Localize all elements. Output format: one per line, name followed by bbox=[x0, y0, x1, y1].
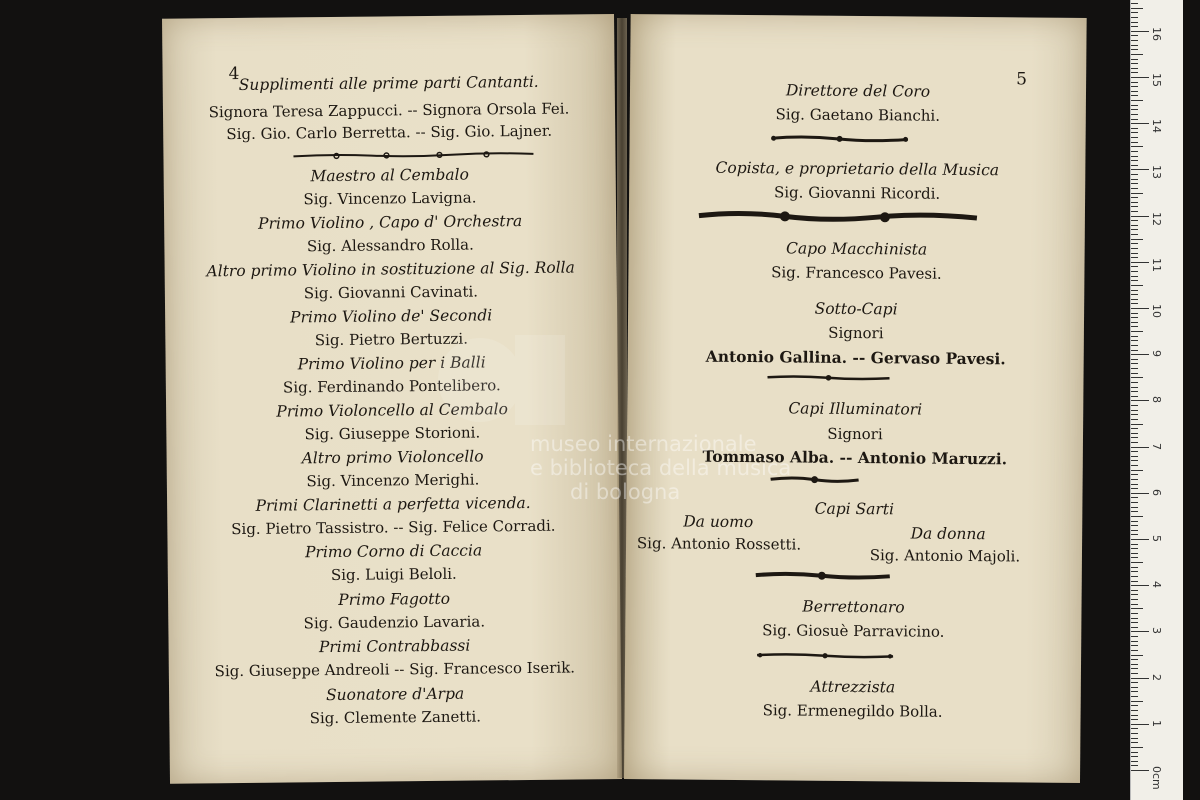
ruler-tick bbox=[1131, 105, 1138, 106]
line: Primo Violoncello al Cembalo bbox=[276, 400, 508, 421]
ruler-tick bbox=[1131, 419, 1138, 420]
ruler-tick bbox=[1131, 359, 1138, 360]
ruler-tick bbox=[1131, 581, 1138, 582]
line: Sig. Pietro Bertuzzi. bbox=[314, 329, 469, 350]
ruler-tick bbox=[1131, 571, 1138, 572]
line: Sig. Pietro Tassistro. -- Sig. Felice Corradi. bbox=[231, 516, 556, 539]
ruler-tick bbox=[1131, 26, 1138, 27]
line: Capi Sarti bbox=[814, 499, 895, 519]
ruler-tick bbox=[1131, 373, 1138, 374]
ruler-label: 13 bbox=[1150, 165, 1163, 180]
ruler-label: 1 bbox=[1150, 719, 1163, 727]
ruler-tick bbox=[1131, 456, 1138, 457]
line: Sig. Giuseppe Andreoli -- Sig. Francesco Iserik. bbox=[214, 658, 576, 681]
ruler-tick bbox=[1131, 331, 1143, 332]
page-number: 5 bbox=[1016, 69, 1028, 90]
line: Berrettonaro bbox=[802, 597, 905, 617]
ruler-tick bbox=[1131, 216, 1149, 217]
line: Attrezzista bbox=[810, 677, 896, 697]
line: Direttore del Coro bbox=[785, 81, 931, 101]
ruler-tick bbox=[1131, 567, 1138, 568]
ruler-tick bbox=[1131, 308, 1149, 309]
ruler-tick bbox=[1131, 326, 1138, 327]
ruler-tick bbox=[1131, 396, 1138, 397]
line: Primi Clarinetti a perfetta vicenda. bbox=[255, 493, 531, 515]
ruler-tick bbox=[1131, 313, 1138, 314]
line: Sig. Gaudenzio Lavaria. bbox=[303, 612, 486, 633]
ruler-tick bbox=[1131, 40, 1138, 41]
watermark-line: museo internazionale bbox=[530, 432, 757, 456]
line: Sig. Vincenzo Merighi. bbox=[306, 470, 480, 491]
ruler-tick bbox=[1131, 387, 1138, 388]
ruler-tick bbox=[1131, 114, 1138, 115]
line: Capo Macchinista bbox=[786, 239, 928, 259]
ruler-tick bbox=[1131, 460, 1138, 461]
ruler-tick bbox=[1131, 719, 1138, 720]
ruler-label: 12 bbox=[1150, 211, 1163, 226]
line: Antonio Gallina. -- Gervaso Pavesi. bbox=[705, 346, 1006, 369]
ruler-tick bbox=[1131, 391, 1138, 392]
ruler-tick bbox=[1131, 756, 1138, 757]
ruler-tick bbox=[1131, 701, 1143, 702]
ruler-tick bbox=[1131, 22, 1138, 23]
ruler-tick bbox=[1131, 410, 1138, 411]
ruler-tick bbox=[1131, 604, 1138, 605]
ruler-tick bbox=[1131, 142, 1138, 143]
ruler-tick bbox=[1131, 534, 1138, 535]
ruler-tick bbox=[1131, 622, 1138, 623]
ruler-label: 9 bbox=[1150, 350, 1163, 358]
ruler-tick bbox=[1131, 627, 1138, 628]
ruler-tick bbox=[1131, 691, 1138, 692]
ruler-label: 8 bbox=[1150, 396, 1163, 404]
ruler-tick bbox=[1131, 752, 1138, 753]
ruler-tick bbox=[1131, 641, 1138, 642]
ruler-tick bbox=[1131, 428, 1138, 429]
ruler-tick bbox=[1131, 100, 1143, 101]
ruler-tick bbox=[1131, 151, 1138, 152]
ruler-label: 2 bbox=[1150, 673, 1163, 681]
line: Copista, e proprietario della Musica bbox=[715, 158, 1000, 180]
ruler-tick bbox=[1131, 109, 1138, 110]
ruler-tick bbox=[1131, 179, 1138, 180]
ruler-label: 4 bbox=[1150, 581, 1163, 589]
ruler-tick bbox=[1131, 146, 1143, 147]
ruler-tick bbox=[1131, 160, 1138, 161]
ruler-tick bbox=[1131, 68, 1138, 69]
right-page bbox=[624, 14, 1087, 783]
ruler-tick bbox=[1131, 696, 1138, 697]
ruler-tick bbox=[1131, 668, 1138, 669]
ruler-tick bbox=[1131, 45, 1138, 46]
ruler-tick bbox=[1131, 35, 1138, 36]
ruler-tick bbox=[1131, 354, 1149, 355]
line: Primo Violino per i Balli bbox=[297, 353, 486, 374]
ruler-tick bbox=[1131, 345, 1138, 346]
ruler-tick bbox=[1131, 128, 1138, 129]
ruler-tick bbox=[1131, 400, 1149, 401]
ruler-tick bbox=[1131, 350, 1138, 351]
ruler-tick bbox=[1131, 156, 1138, 157]
ruler-tick bbox=[1131, 678, 1149, 679]
ruler-tick bbox=[1131, 72, 1138, 73]
ruler-tick bbox=[1131, 465, 1138, 466]
line: Primi Contrabbassi bbox=[318, 636, 471, 657]
ruler-tick bbox=[1131, 271, 1138, 272]
ruler-tick bbox=[1131, 193, 1143, 194]
ruler-tick bbox=[1131, 664, 1138, 665]
ruler-tick bbox=[1131, 544, 1138, 545]
ruler-tick bbox=[1131, 770, 1149, 771]
ruler-tick bbox=[1131, 317, 1138, 318]
ruler-tick bbox=[1131, 590, 1138, 591]
ruler-label: 10 bbox=[1150, 304, 1163, 318]
ruler-tick bbox=[1131, 382, 1138, 383]
line: Sotto-Capi bbox=[814, 299, 898, 319]
ruler-tick bbox=[1131, 470, 1143, 471]
ruler-tick bbox=[1131, 262, 1149, 263]
ruler-tick bbox=[1131, 447, 1149, 448]
ruler-tick bbox=[1131, 132, 1138, 133]
ruler-tick bbox=[1131, 738, 1138, 739]
line: Sig. Gio. Carlo Berretta. -- Sig. Gio. Lajner. bbox=[226, 121, 553, 144]
ruler-tick bbox=[1131, 650, 1138, 651]
line: Sig. Ferdinando Pontelibero. bbox=[282, 376, 501, 397]
ruler-tick bbox=[1131, 363, 1138, 364]
ruler-tick bbox=[1131, 516, 1143, 517]
ruler-tick bbox=[1131, 303, 1138, 304]
line: Primo Corno di Caccia bbox=[304, 541, 483, 562]
line: Capi Illuminatori bbox=[788, 399, 923, 419]
ruler-tick bbox=[1131, 266, 1138, 267]
line: Sig. Ermenegildo Bolla. bbox=[762, 701, 943, 721]
ruler-tick bbox=[1131, 497, 1138, 498]
ruler-tick bbox=[1131, 220, 1138, 221]
page-number: 4 bbox=[228, 63, 240, 85]
ruler-label: 14 bbox=[1150, 119, 1163, 134]
ruler-tick bbox=[1131, 511, 1138, 512]
watermark-text bbox=[530, 432, 791, 504]
ruler-tick bbox=[1131, 493, 1149, 494]
ruler-tick bbox=[1131, 86, 1138, 87]
ruler-tick bbox=[1131, 290, 1138, 291]
ruler-tick bbox=[1131, 225, 1138, 226]
ornament-divider bbox=[697, 209, 979, 225]
ruler-tick bbox=[1131, 433, 1138, 434]
ruler-tick bbox=[1131, 59, 1138, 60]
ruler-tick bbox=[1131, 294, 1138, 295]
ruler-tick bbox=[1131, 655, 1143, 656]
ruler-tick bbox=[1131, 474, 1138, 475]
ruler-tick bbox=[1131, 183, 1138, 184]
ruler-tick bbox=[1131, 239, 1143, 240]
line: Sig. Giosuè Parravicino. bbox=[762, 621, 945, 641]
line: Sig. Francesco Pavesi. bbox=[771, 263, 942, 283]
ruler-tick bbox=[1131, 405, 1138, 406]
ruler-tick bbox=[1131, 525, 1138, 526]
ruler-tick bbox=[1131, 710, 1138, 711]
ruler-tick bbox=[1131, 451, 1138, 452]
open-booklet bbox=[170, 14, 1090, 779]
ruler-tick bbox=[1131, 253, 1138, 254]
ruler-label: 16 bbox=[1150, 26, 1163, 41]
ruler-tick bbox=[1131, 206, 1138, 207]
ruler-tick bbox=[1131, 608, 1143, 609]
ruler-tick bbox=[1131, 8, 1143, 9]
line: Sig. Vincenzo Lavigna. bbox=[303, 188, 477, 209]
ruler-label: 5 bbox=[1150, 535, 1163, 542]
line: Signori bbox=[828, 323, 884, 343]
ruler-tick bbox=[1131, 368, 1138, 369]
line: Supplimenti alle prime parti Cantanti. bbox=[238, 72, 539, 94]
ruler-tick bbox=[1131, 49, 1138, 50]
line: Altro primo Violino in sostituzione al Sig. Rolla bbox=[206, 258, 575, 281]
da-uomo-label: Da uomo bbox=[683, 512, 754, 532]
ruler-tick bbox=[1131, 257, 1138, 258]
ruler-tick bbox=[1131, 557, 1138, 558]
watermark-line: e biblioteca della musica bbox=[530, 456, 792, 480]
ruler-tick bbox=[1131, 507, 1138, 508]
watermark-logo-icon bbox=[435, 315, 575, 445]
measurement-ruler bbox=[1130, 0, 1183, 800]
ruler-label: 3 bbox=[1150, 627, 1163, 635]
ruler-tick bbox=[1131, 3, 1138, 4]
ruler-tick bbox=[1131, 636, 1138, 637]
ruler-tick bbox=[1131, 618, 1138, 619]
ornament-divider bbox=[754, 569, 892, 582]
line: Sig. Luigi Beloli. bbox=[330, 564, 457, 585]
ruler-tick bbox=[1131, 733, 1138, 734]
line: Sig. Alessandro Rolla. bbox=[306, 235, 474, 256]
line: Maestro al Cembalo bbox=[310, 165, 469, 186]
ruler-tick bbox=[1131, 687, 1138, 688]
ruler-tick bbox=[1131, 631, 1149, 632]
ruler-tick bbox=[1131, 728, 1138, 729]
ruler-tick bbox=[1131, 562, 1143, 563]
line: Signora Teresa Zappucci. -- Signora Orsola Fei. bbox=[208, 99, 570, 122]
line: Sig. Giuseppe Storioni. bbox=[304, 423, 481, 444]
ruler-tick bbox=[1131, 437, 1138, 438]
ruler-tick bbox=[1131, 705, 1138, 706]
ruler-tick bbox=[1131, 742, 1138, 743]
line: Altro primo Violoncello bbox=[301, 447, 484, 468]
da-donna-label: Da donna bbox=[910, 524, 986, 544]
ruler-tick bbox=[1131, 202, 1138, 203]
ruler-tick bbox=[1131, 248, 1138, 249]
ruler-tick bbox=[1131, 521, 1138, 522]
ruler-tick bbox=[1131, 377, 1143, 378]
ruler-tick bbox=[1131, 31, 1149, 32]
ornament-divider bbox=[291, 149, 535, 162]
ornament-divider bbox=[765, 372, 891, 383]
line: Suonatore d'Arpa bbox=[325, 684, 465, 705]
ruler-label: 15 bbox=[1150, 73, 1163, 87]
ruler-tick bbox=[1131, 276, 1138, 277]
ruler-tick bbox=[1131, 188, 1138, 189]
ruler-tick bbox=[1131, 594, 1138, 595]
ruler-label: 6 bbox=[1150, 488, 1163, 496]
ruler-tick bbox=[1131, 715, 1138, 716]
ruler-tick bbox=[1131, 414, 1138, 415]
line: Primo Fagotto bbox=[338, 589, 451, 609]
ruler-tick bbox=[1131, 484, 1138, 485]
ornament-divider bbox=[755, 650, 895, 661]
ruler-tick bbox=[1131, 165, 1138, 166]
ruler-tick bbox=[1131, 123, 1149, 124]
line: Sig. Gaetano Bianchi. bbox=[775, 105, 941, 125]
ruler-tick bbox=[1131, 229, 1138, 230]
ruler-label: 0cm bbox=[1150, 766, 1163, 790]
ruler-tick bbox=[1131, 169, 1149, 170]
ruler-tick bbox=[1131, 553, 1138, 554]
ruler-tick bbox=[1131, 285, 1143, 286]
ruler-tick bbox=[1131, 234, 1138, 235]
line: Sig. Clemente Zanetti. bbox=[309, 707, 482, 728]
ruler-tick bbox=[1131, 340, 1138, 341]
ruler-tick bbox=[1131, 280, 1138, 281]
ruler-tick bbox=[1131, 82, 1138, 83]
ruler-tick bbox=[1131, 299, 1138, 300]
ruler-tick bbox=[1131, 502, 1138, 503]
ruler-tick bbox=[1131, 599, 1138, 600]
line: Sig. Giovanni Cavinati. bbox=[303, 282, 479, 303]
ruler-tick bbox=[1131, 336, 1138, 337]
ruler-tick bbox=[1131, 77, 1149, 78]
ruler-tick bbox=[1131, 761, 1138, 762]
ruler-tick bbox=[1131, 54, 1143, 55]
ruler-label: 7 bbox=[1150, 442, 1163, 450]
ruler-tick bbox=[1131, 747, 1143, 748]
ruler-tick bbox=[1131, 211, 1138, 212]
ruler-tick bbox=[1131, 63, 1138, 64]
ruler-tick bbox=[1131, 119, 1138, 120]
ruler-tick bbox=[1131, 243, 1138, 244]
ruler-tick bbox=[1131, 95, 1138, 96]
line: Sig. Giovanni Ricordi. bbox=[773, 183, 941, 203]
ruler-tick bbox=[1131, 539, 1149, 540]
ruler-tick bbox=[1131, 548, 1138, 549]
da-donna-name: Sig. Antonio Majoli. bbox=[869, 546, 1021, 566]
ruler-tick bbox=[1131, 724, 1149, 725]
ruler-tick bbox=[1131, 576, 1138, 577]
ruler-tick bbox=[1131, 673, 1138, 674]
ruler-tick bbox=[1131, 17, 1138, 18]
ruler-tick bbox=[1131, 765, 1138, 766]
watermark-line: di bologna bbox=[570, 480, 681, 504]
ruler-tick bbox=[1131, 12, 1138, 13]
line: Signori bbox=[827, 424, 883, 444]
da-uomo-name: Sig. Antonio Rossetti. bbox=[636, 534, 802, 554]
ruler-tick bbox=[1131, 137, 1138, 138]
ruler-tick bbox=[1131, 322, 1138, 323]
ruler-tick bbox=[1131, 91, 1138, 92]
ruler-tick bbox=[1131, 424, 1143, 425]
line: Primo Violino , Capo d' Orchestra bbox=[257, 212, 523, 233]
ruler-tick bbox=[1131, 659, 1138, 660]
line: Primo Violino de' Secondi bbox=[290, 306, 493, 327]
ruler-tick bbox=[1131, 645, 1138, 646]
ruler-tick bbox=[1131, 488, 1138, 489]
ruler-label: 11 bbox=[1150, 257, 1163, 272]
ruler-tick bbox=[1131, 197, 1138, 198]
ruler-tick bbox=[1131, 174, 1138, 175]
ruler-tick bbox=[1131, 585, 1149, 586]
ruler-tick bbox=[1131, 479, 1138, 480]
ruler-tick bbox=[1131, 682, 1138, 683]
ornament-divider bbox=[770, 133, 910, 144]
line: Tommaso Alba. -- Antonio Maruzzi. bbox=[702, 446, 1008, 469]
ruler-tick bbox=[1131, 442, 1138, 443]
ruler-tick bbox=[1131, 530, 1138, 531]
ruler-tick bbox=[1131, 613, 1138, 614]
